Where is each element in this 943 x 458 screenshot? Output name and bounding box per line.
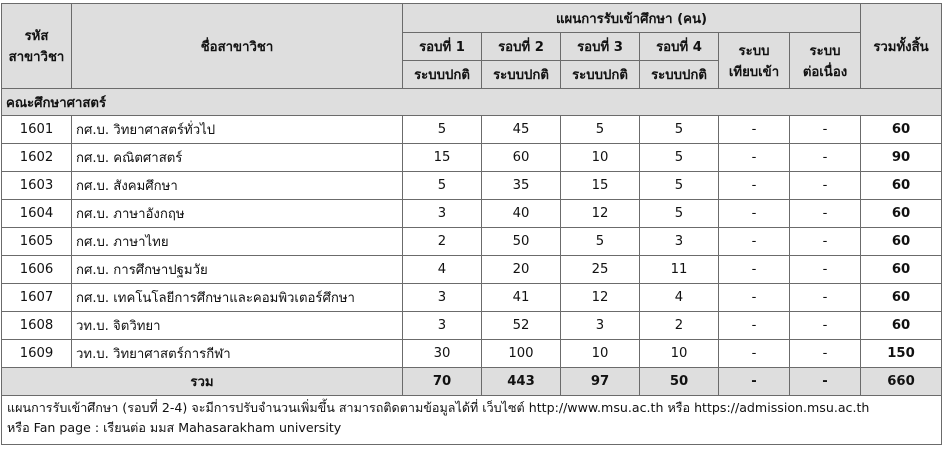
row-round1: 5 [403,116,482,144]
row-round3: 10 [561,340,640,368]
row-round2: 50 [482,228,561,256]
header-continuing [790,33,861,89]
table-row [2,116,942,144]
header-code [2,4,72,89]
header-code-line2: สาขาวิชา [8,50,65,65]
header-transfer-line1: ระบบ [738,43,770,59]
table-row [2,340,942,368]
faculty-name: คณะศึกษาศาสตร์ [2,89,942,116]
row-name: กศ.บ. คณิตศาสตร์ [72,144,403,172]
header-round1: รอบที่ 1 [403,33,482,61]
row-round4: 10 [640,340,719,368]
row-continuing: - [790,256,861,284]
faculty-row [2,89,942,116]
row-round3: 12 [561,200,640,228]
row-name: กศ.บ. สังคมศึกษา [72,172,403,200]
summary-transfer: - [719,368,790,396]
row-continuing: - [790,340,861,368]
table-row [2,284,942,312]
row-transfer: - [719,284,790,312]
summary-round3: 97 [561,368,640,396]
row-name: กศ.บ. วิทยาศาสตร์ทั่วไป [72,116,403,144]
row-round1: 3 [403,200,482,228]
header-transfer [719,33,790,89]
note-line-1: แผนการรับเข้าศึกษา (รอบที่ 2-4) จะมีการปรับจำนวนเพิ่มขึ้น สามารถติดตามข้อมูลได้ที่ เว็บไซต์ http://www.msu.ac.th หรือ https://admission.msu.ac.th [7,400,870,415]
header-normal-system-r3: ระบบปกติ [561,61,640,89]
row-round1: 30 [403,340,482,368]
row-round4: 3 [640,228,719,256]
row-transfer: - [719,312,790,340]
row-code: 1601 [2,116,72,144]
row-round3: 3 [561,312,640,340]
header-name: ชื่อสาขาวิชา [72,4,403,89]
summary-label: รวม [2,368,403,396]
row-round4: 5 [640,116,719,144]
table-row [2,312,942,340]
row-total: 60 [861,200,942,228]
row-round1: 5 [403,172,482,200]
row-round2: 52 [482,312,561,340]
row-transfer: - [719,228,790,256]
row-total: 60 [861,312,942,340]
row-round1: 2 [403,228,482,256]
row-round2: 41 [482,284,561,312]
row-round3: 15 [561,172,640,200]
row-round2: 100 [482,340,561,368]
header-round2: รอบที่ 2 [482,33,561,61]
row-round3: 5 [561,116,640,144]
row-transfer: - [719,144,790,172]
note-row [2,396,942,445]
row-code: 1602 [2,144,72,172]
note-line-2: หรือ Fan page : เรียนต่อ มมส Mahasarakham university [7,420,342,435]
row-continuing: - [790,144,861,172]
row-total: 60 [861,256,942,284]
row-transfer: - [719,200,790,228]
header-round3: รอบที่ 3 [561,33,640,61]
row-round3: 5 [561,228,640,256]
row-total: 90 [861,144,942,172]
admission-plan-table [1,3,942,445]
row-total: 60 [861,116,942,144]
row-transfer: - [719,340,790,368]
row-name: กศ.บ. เทคโนโลยีการศึกษาและคอมพิวเตอร์ศึกษา [72,284,403,312]
row-round2: 45 [482,116,561,144]
header-normal-system-r4: ระบบปกติ [640,61,719,89]
row-round4: 4 [640,284,719,312]
row-continuing: - [790,228,861,256]
summary-continuing: - [790,368,861,396]
row-name: กศ.บ. การศึกษาปฐมวัย [72,256,403,284]
row-round2: 35 [482,172,561,200]
header-round4: รอบที่ 4 [640,33,719,61]
table-row [2,228,942,256]
row-round1: 4 [403,256,482,284]
row-total: 60 [861,172,942,200]
row-continuing: - [790,200,861,228]
row-total: 60 [861,228,942,256]
row-transfer: - [719,116,790,144]
row-name: กศ.บ. ภาษาไทย [72,228,403,256]
row-code: 1608 [2,312,72,340]
summary-round2: 443 [482,368,561,396]
row-code: 1606 [2,256,72,284]
row-code: 1604 [2,200,72,228]
row-continuing: - [790,312,861,340]
row-round3: 10 [561,144,640,172]
row-name: วท.บ. จิตวิทยา [72,312,403,340]
row-transfer: - [719,172,790,200]
header-normal-system-r1: ระบบปกติ [403,61,482,89]
table-row [2,172,942,200]
header-grand-total: รวมทั้งสิ้น [861,4,942,89]
row-transfer: - [719,256,790,284]
summary-round4: 50 [640,368,719,396]
row-round3: 25 [561,256,640,284]
row-round2: 20 [482,256,561,284]
table-row [2,144,942,172]
summary-round1: 70 [403,368,482,396]
row-total: 60 [861,284,942,312]
row-round1: 3 [403,312,482,340]
header-continuing-line1: ระบบ [809,43,841,59]
row-round4: 5 [640,144,719,172]
row-name: วท.บ. วิทยาศาสตร์การกีฬา [72,340,403,368]
row-total: 150 [861,340,942,368]
row-round4: 5 [640,172,719,200]
row-code: 1605 [2,228,72,256]
row-code: 1609 [2,340,72,368]
table-row [2,256,942,284]
row-round4: 11 [640,256,719,284]
row-code: 1603 [2,172,72,200]
header-continuing-line2: ต่อเนื่อง [802,64,848,80]
summary-row [2,368,942,396]
row-round1: 3 [403,284,482,312]
row-name: กศ.บ. ภาษาอังกฤษ [72,200,403,228]
header-code-line1: รหัส [24,29,49,44]
row-round4: 5 [640,200,719,228]
row-round2: 40 [482,200,561,228]
row-round2: 60 [482,144,561,172]
row-round1: 15 [403,144,482,172]
row-round3: 12 [561,284,640,312]
header-transfer-line2: เทียบเข้า [728,64,780,80]
table-row [2,200,942,228]
row-continuing: - [790,116,861,144]
summary-total: 660 [861,368,942,396]
header-plan: แผนการรับเข้าศึกษา (คน) [403,4,861,33]
row-code: 1607 [2,284,72,312]
row-continuing: - [790,284,861,312]
note-cell [2,396,942,445]
header-normal-system-r2: ระบบปกติ [482,61,561,89]
row-continuing: - [790,172,861,200]
row-round4: 2 [640,312,719,340]
